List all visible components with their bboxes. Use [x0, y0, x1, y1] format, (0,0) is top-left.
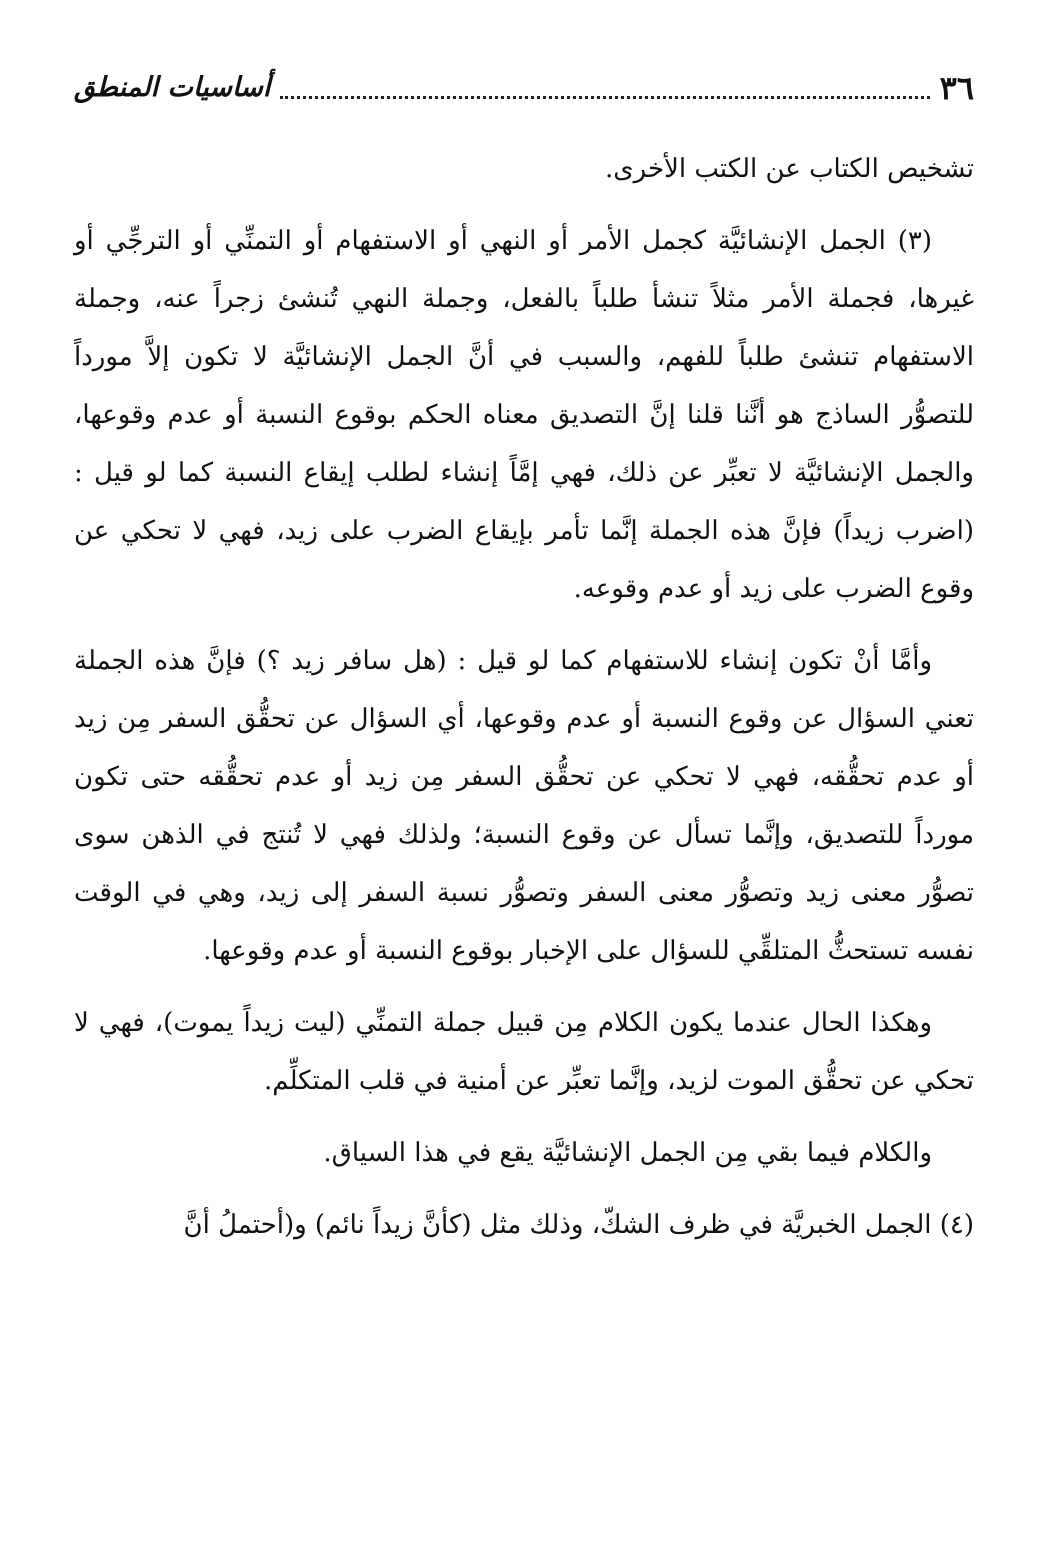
paragraph-question-example: وأمَّا أنْ تكون إنشاء للاستفهام كما لو قيل : (هل سافر زيد ؟) فإنَّ هذه الجملة تعني السؤال عن وقوع النسبة أو عدم وقوعها، أي السؤال عن تحقُّق السفر مِن زيد أو عدم تحقُّقه، فهي لا تحكي عن تحقُّق السفر مِن زيد أو عدم تحقُّقه حتى تكون مورداً للتصديق، وإنَّما تسأل عن وقوع النسبة؛ ولذلك فهي لا تُنتج في الذهن سوى تصوُّر معنى زيد وتصوُّر معنى السفر وتصوُّر نسبة السفر إلى زيد، وهي في الوقت نفسه تستحثُّ المتلقِّي للسؤال على الإخبار بوقوع النسبة أو عدم وقوعها.	[74, 646, 974, 966]
paragraph-wish-example: وهكذا الحال عندما يكون الكلام مِن قبيل جملة التمنِّي (ليت زيداً يموت)، فهي لا تحكي عن تحقُّق الموت لزيد، وإنَّما تعبِّر عن أمنية في قلب المتكلِّم.	[74, 1008, 974, 1096]
page-number: ٣٦	[939, 69, 974, 107]
paragraph-item-4: (٤) الجمل الخبريَّة في ظرف الشكّ، وذلك مثل (كأنَّ زيداً نائم) و(أحتملُ أنَّ	[183, 1210, 974, 1240]
header-dot-leader	[280, 96, 929, 99]
body-text	[74, 140, 974, 1254]
paragraph-continuation: تشخيص الكتاب عن الكتب الأخرى.	[605, 154, 974, 184]
book-title: أساسيات المنطق	[74, 72, 271, 103]
paragraph-item-3: (٣) الجمل الإنشائيَّة كجمل الأمر أو النهي أو الاستفهام أو التمنِّي أو الترجِّي أو غيرها، فجملة الأمر مثلاً تنشأ طلباً بالفعل، وجملة النهي تُنشئ زجراً عنه، وجملة الاستفهام تنشئ طلباً للفهم، والسبب في أنَّ الجمل الإنشائيَّة لا تكون إلاَّ مورداً للتصوُّر الساذج هو أنَّنا قلنا إنَّ التصديق معناه الحكم بوقوع النسبة أو عدم وقوعها، والجمل الإنشائيَّة لا تعبِّر عن ذلك، فهي إمَّاً إنشاء لطلب إيقاع النسبة كما لو قيل : (اضرب زيداً) فإنَّ هذه الجملة إنَّما تأمر بإيقاع الضرب على زيد، فهي لا تحكي عن وقوع الضرب على زيد أو عدم وقوعه.	[74, 226, 974, 604]
running-header	[74, 58, 974, 108]
paragraph-remaining-note: والكلام فيما بقي مِن الجمل الإنشائيَّة يقع في هذا السياق.	[323, 1138, 932, 1168]
